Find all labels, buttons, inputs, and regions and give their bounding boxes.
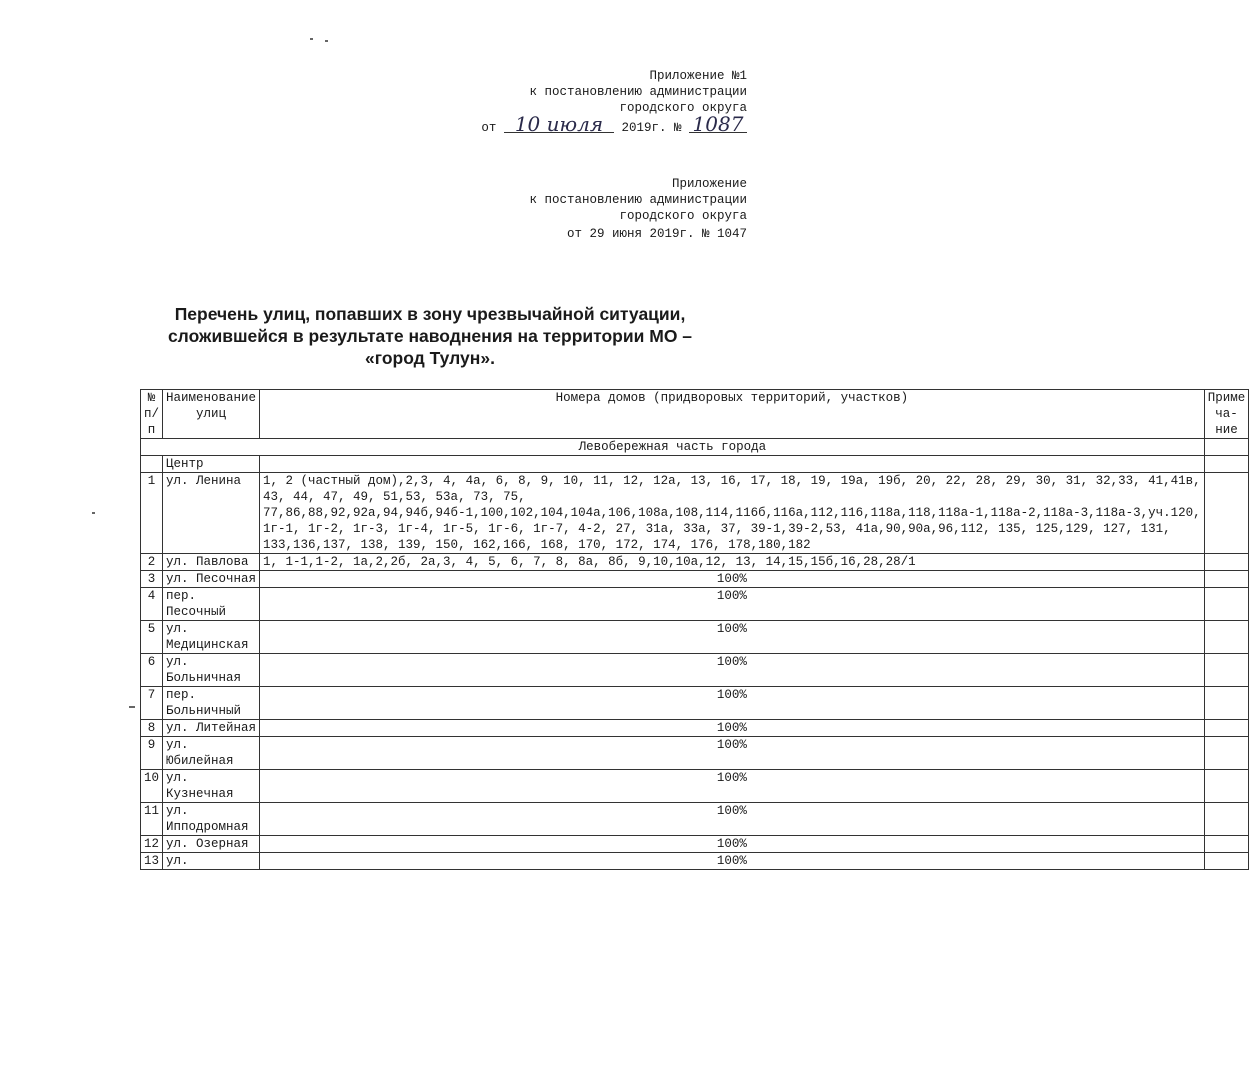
street-name: ул. Павлова: [163, 554, 260, 571]
row-number: 1: [141, 473, 163, 554]
date-prefix: от: [481, 121, 497, 135]
table-row: [141, 654, 1249, 687]
subsection-title: Центр: [163, 456, 260, 473]
note-cell: [1204, 836, 1249, 853]
house-numbers: 100%: [260, 571, 1205, 588]
note-cell: [1204, 770, 1249, 803]
resolution-line: к постановлению администрации: [529, 193, 747, 207]
street-name: ул. Больничная: [163, 654, 260, 687]
table-row: [141, 853, 1249, 870]
street-name: пер. Больничный: [163, 687, 260, 720]
row-number: 12: [141, 836, 163, 853]
house-numbers: 100%: [260, 770, 1205, 803]
street-name: ул. Медицинская: [163, 621, 260, 654]
streets-table: [140, 389, 1249, 870]
district-line: городского округа: [619, 101, 747, 115]
row-number: 7: [141, 687, 163, 720]
table-row: [141, 720, 1249, 737]
street-name: ул. Кузнечная: [163, 770, 260, 803]
street-name: ул.: [163, 853, 260, 870]
row-number: 11: [141, 803, 163, 836]
table-header-row: [141, 390, 1249, 439]
appendix-header-2: [529, 176, 747, 242]
table-row: [141, 770, 1249, 803]
note-cell: [1204, 654, 1249, 687]
note-cell: [1204, 737, 1249, 770]
handwritten-number: 1087: [689, 116, 747, 133]
table-row: [141, 836, 1249, 853]
section-title: Левобережная часть города: [141, 439, 1205, 456]
row-number: 8: [141, 720, 163, 737]
table-row: [141, 803, 1249, 836]
appendix-label: Приложение №1: [649, 69, 747, 83]
row-number: 5: [141, 621, 163, 654]
empty-cell: [260, 456, 1205, 473]
note-cell: [1204, 621, 1249, 654]
scan-speck: [92, 512, 95, 514]
table-row: [141, 571, 1249, 588]
handwritten-date: 10 июля: [504, 116, 614, 133]
note-cell: [1204, 588, 1249, 621]
table-row: [141, 737, 1249, 770]
note-cell: [1204, 853, 1249, 870]
row-number: 10: [141, 770, 163, 803]
house-numbers: 100%: [260, 588, 1205, 621]
subsection-row: [141, 456, 1249, 473]
title-line: «город Тулун».: [365, 348, 495, 368]
row-number: 6: [141, 654, 163, 687]
house-numbers: 100%: [260, 654, 1205, 687]
scan-speck: [129, 706, 135, 708]
empty-cell: [1204, 456, 1249, 473]
note-cell: [1204, 554, 1249, 571]
note-cell: [1204, 720, 1249, 737]
note-cell: [1204, 473, 1249, 554]
street-name: ул. Ленина: [163, 473, 260, 554]
street-name: ул. Литейная: [163, 720, 260, 737]
table-row: [141, 687, 1249, 720]
street-name: ул. Озерная: [163, 836, 260, 853]
street-name: ул. Песочная: [163, 571, 260, 588]
table-row: [141, 554, 1249, 571]
note-cell: [1204, 571, 1249, 588]
table-row: [141, 588, 1249, 621]
house-numbers: 100%: [260, 737, 1205, 770]
row-number: 4: [141, 588, 163, 621]
date-year: 2019г. №: [621, 121, 682, 135]
header-num: № п/п: [141, 390, 163, 439]
header-note: Приме ча- ние: [1204, 390, 1249, 439]
street-name: ул. Ипподромная: [163, 803, 260, 836]
empty-cell: [1204, 439, 1249, 456]
date-line: [481, 112, 747, 136]
row-number: 9: [141, 737, 163, 770]
title-line: Перечень улиц, попавших в зону чрезвычайной ситуации,: [174, 304, 686, 324]
resolution-line: к постановлению администрации: [529, 85, 747, 99]
house-numbers: 100%: [260, 720, 1205, 737]
house-numbers: 100%: [260, 803, 1205, 836]
street-name: пер. Песочный: [163, 588, 260, 621]
row-number: 2: [141, 554, 163, 571]
house-numbers: 100%: [260, 853, 1205, 870]
row-number: 13: [141, 853, 163, 870]
empty-cell: [141, 456, 163, 473]
section-row: [141, 439, 1249, 456]
house-numbers: 100%: [260, 621, 1205, 654]
table-row: [141, 473, 1249, 554]
note-cell: [1204, 803, 1249, 836]
scan-speck: [325, 40, 328, 42]
document-title: [120, 303, 740, 369]
date-line: от 29 июня 2019г. № 1047: [566, 227, 747, 241]
appendix-label: Приложение: [671, 177, 747, 191]
table-row: [141, 621, 1249, 654]
house-numbers: 100%: [260, 687, 1205, 720]
house-numbers: 1, 1-1,1-2, 1а,2,2б, 2а,3, 4, 5, 6, 7, 8, 8а, 8б, 9,10,10а,12, 13, 14,15,15б,16,28,28/1: [260, 554, 1205, 571]
scan-speck: [310, 38, 313, 40]
house-numbers: 1, 2 (частный дом),2,3, 4, 4а, 6, 8, 9, 10, 11, 12, 12а, 13, 16, 17, 18, 19, 19а, 19б, 20, 22, 28, 29, 30, 31, 32,33, 41,41в, 43, 44, 47, 49, 51,53, 53а, 73, 75, 77,86,88,92,92а,94,94б,94б-1,100,102,104,104а,106,108а,108,114,116б,116а,112,116,118а,118,118а-1,118а-2,118а-3,118а-3,уч.120, 1г-1, 1г-2, 1г-3, 1г-4, 1г-5, 1г-6, 1г-7, 4-2, 27, 31а, 33а, 37, 39-1,39-2,53, 41а,90,90а,96,112, 135, 125,129, 127, 131, 133,136,137, 138, 139, 150, 162,166, 168, 170, 172, 174, 176, 178,180,182: [260, 473, 1205, 554]
header-name: Наименование улиц: [163, 390, 260, 439]
title-line: сложившейся в результате наводнения на территории МО –: [167, 326, 693, 346]
note-cell: [1204, 687, 1249, 720]
header-houses: Номера домов (придворовых территорий, участков): [260, 390, 1205, 439]
row-number: 3: [141, 571, 163, 588]
house-numbers: 100%: [260, 836, 1205, 853]
street-name: ул. Юбилейная: [163, 737, 260, 770]
appendix-header-1: [481, 68, 747, 136]
district-line: городского округа: [619, 209, 747, 223]
